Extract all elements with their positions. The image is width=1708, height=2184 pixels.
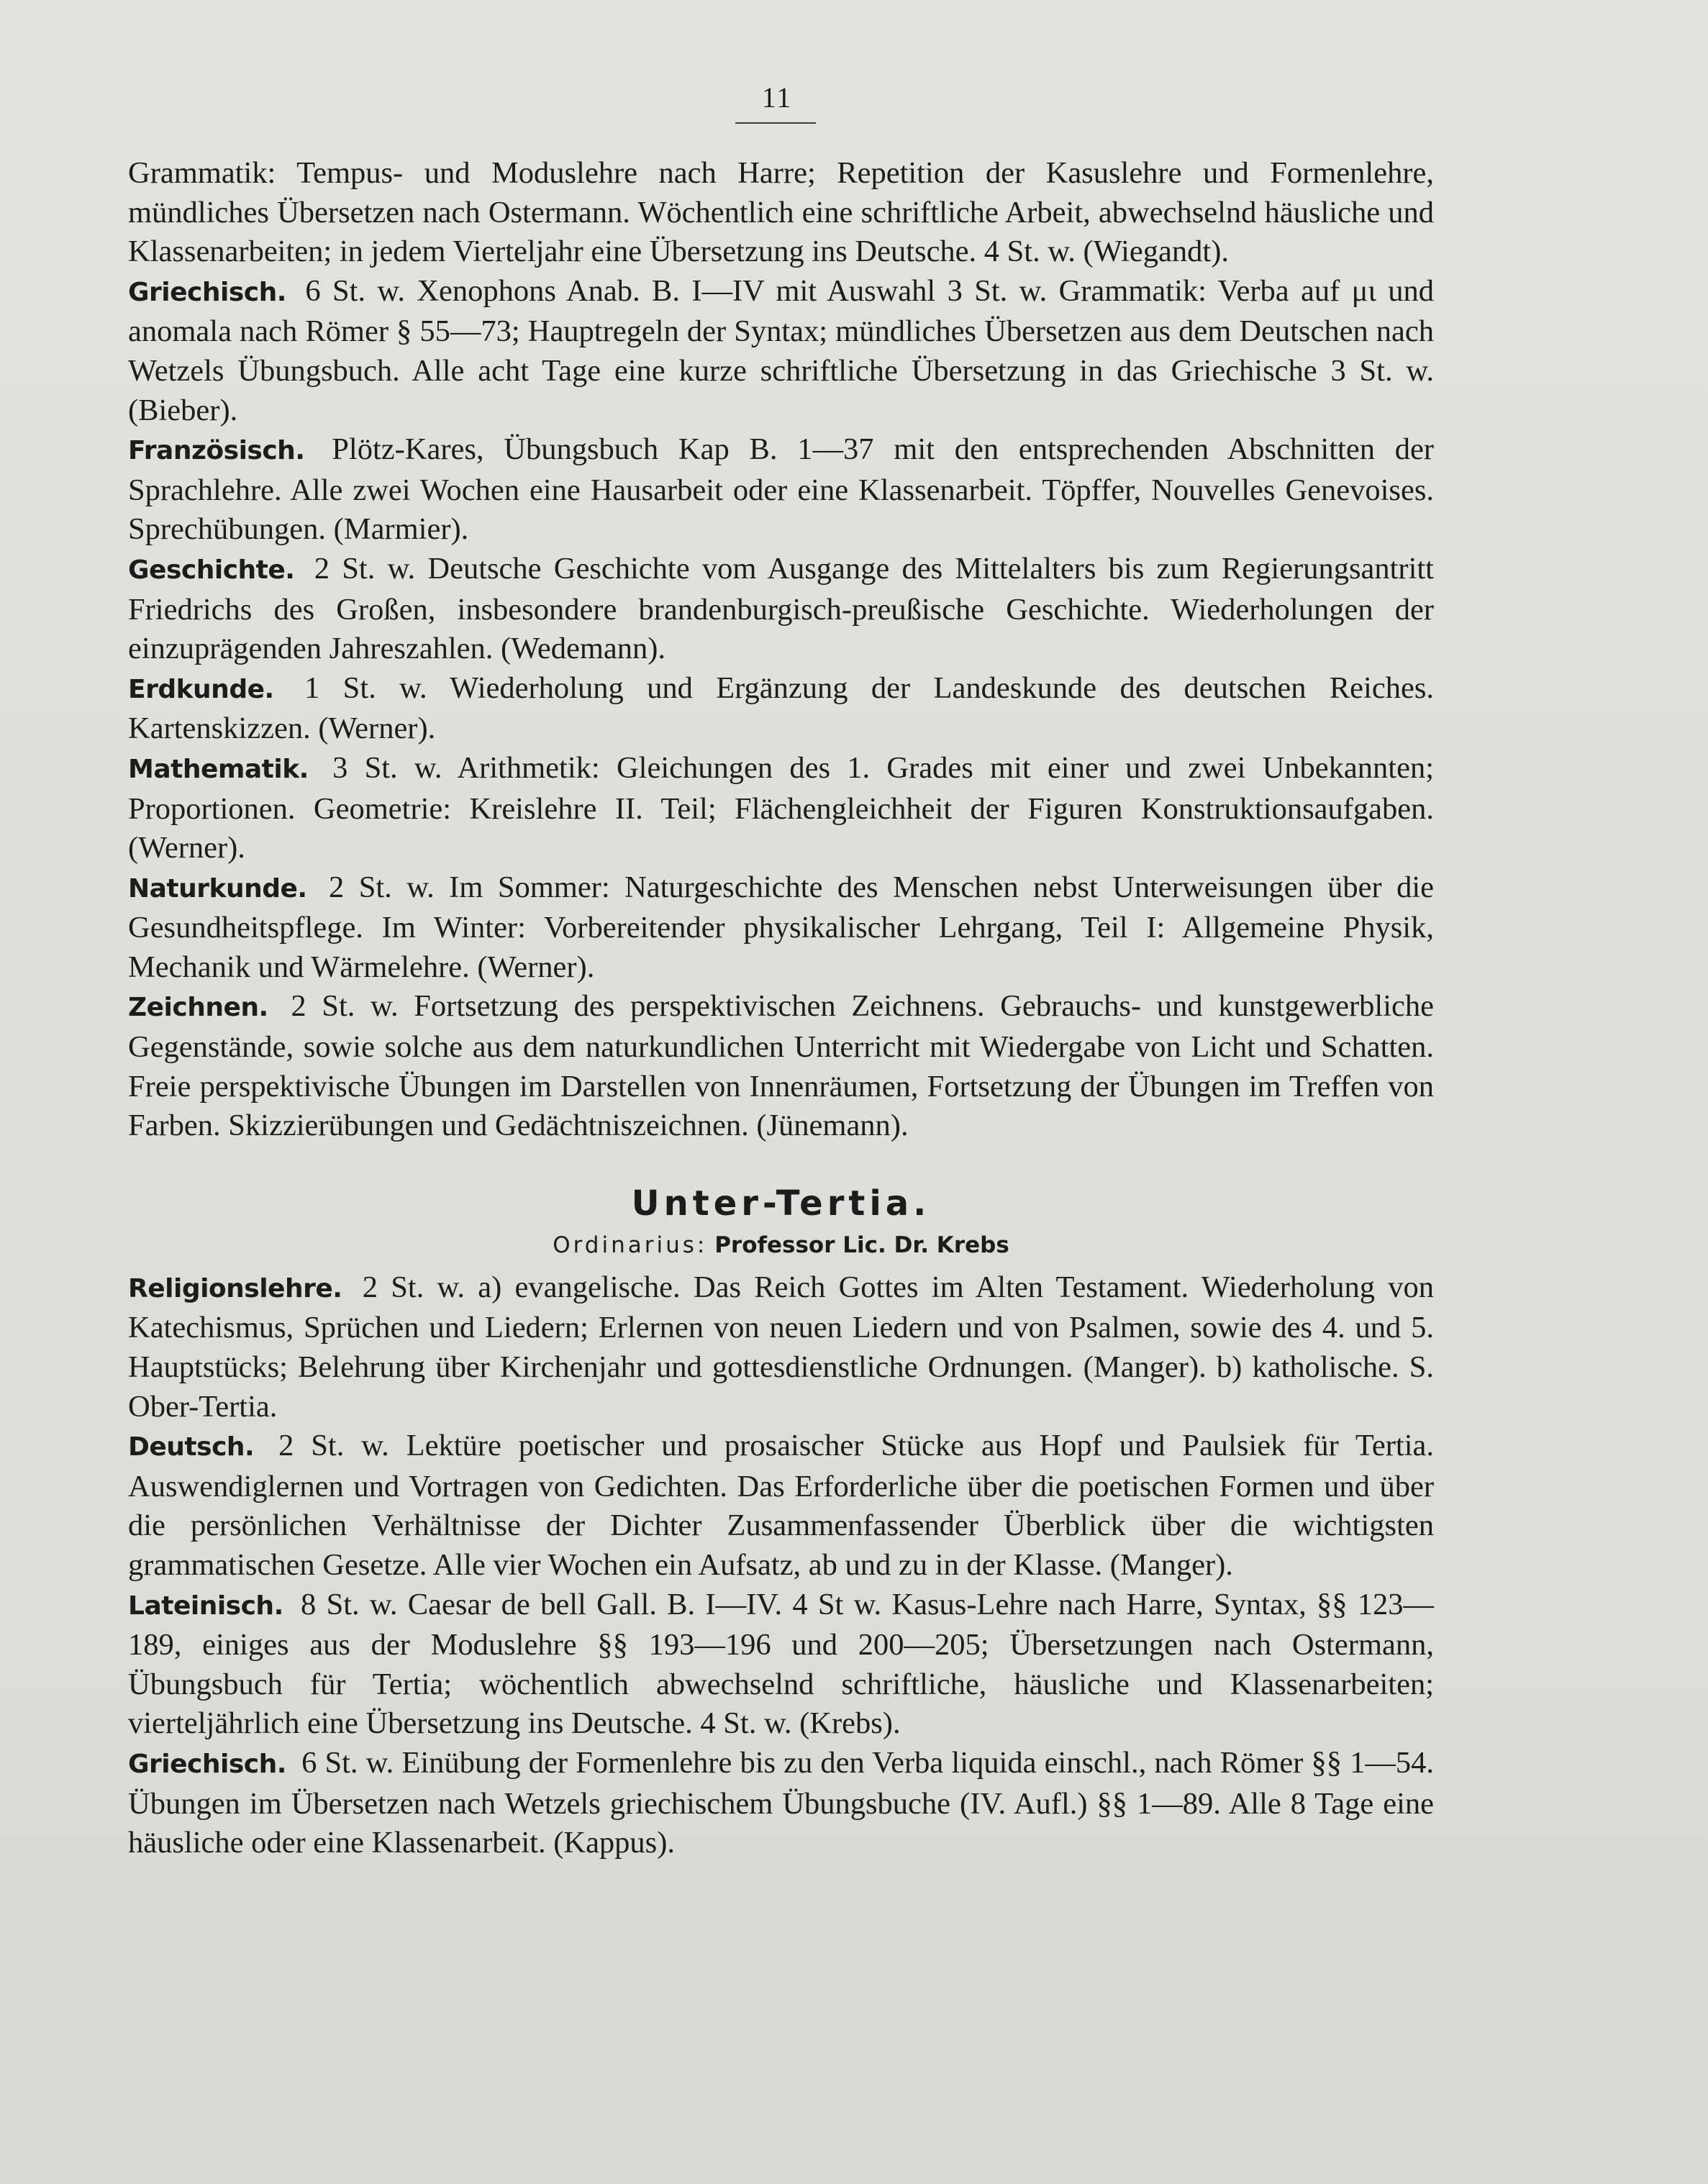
- subject-heading: Französisch.: [128, 436, 305, 466]
- subject-heading: Griechisch.: [128, 1749, 286, 1779]
- ordinarius-label: Ordinarius:: [553, 1232, 708, 1258]
- paragraph-text: Plötz-Kares, Übungsbuch Kap B. 1—37 mit den entsprechenden Abschnitten der Sprachlehre. Alle zwei Wochen eine Hausarbeit oder eine Klassenarbeit. Töpffer, Nouvelles Genevoises. Sprechübungen. (Marmier).: [128, 432, 1434, 547]
- paragraph-lateinisch: [128, 1585, 1434, 1744]
- subject-heading: Deutsch.: [128, 1432, 255, 1462]
- subject-heading: Erdkunde.: [128, 674, 274, 704]
- paragraphs-top: [128, 154, 1434, 1146]
- subject-heading: Lateinisch.: [128, 1591, 283, 1621]
- subject-heading: Naturkunde.: [128, 873, 307, 904]
- section-title: Unter-Tertia.: [631, 1183, 931, 1224]
- paragraph-text: Grammatik: Tempus- und Moduslehre nach Harre; Repetition der Kasuslehre und Formenlehre, mündliches Übersetzen nach Ostermann. Wöchentlich eine schriftliche Arbeit, abwechselnd häusliche und Klassenarbeiten; in jedem Vierteljahr eine Übersetzung ins Deutsche. 4 St. w. (Wiegandt).: [128, 156, 1434, 269]
- paragraph-geschichte: [128, 550, 1434, 669]
- paragraph-mathematik: [128, 749, 1434, 868]
- ordinarius-name: Professor Lic. Dr. Krebs: [714, 1232, 1009, 1258]
- paragraph-griechisch-untertertia: [128, 1744, 1434, 1863]
- subject-heading: Zeichnen.: [128, 993, 268, 1023]
- paragraph-text: 2 St. w. Lektüre poetischer und prosaischer Stücke aus Hopf und Paulsiek für Tertia. Auswendiglernen und Vortragen von Gedichten. Das Erforderliche über die poetischen Formen und über die persönlichen Verhältnisse der Dichter Zusammenfassender Überblick über die wichtigsten grammatischen Gesetze. Alle vier Wochen ein Aufsatz, ab und zu in der Klasse. (Manger).: [128, 1429, 1435, 1582]
- subject-heading: Griechisch.: [128, 277, 286, 307]
- page-number-rule: [735, 122, 816, 124]
- paragraph-text: 1 St. w. Wiederholung und Ergänzung der Landeskunde des deutschen Reiches. Kartenskizzen. (Werner).: [128, 670, 1434, 746]
- paragraph-naturkunde: [128, 868, 1434, 988]
- paragraph-text: 2 St. w. a) evangelische. Das Reich Gottes im Alten Testament. Wiederholung von Katechismus, Sprüchen und Liedern; Erlernen von neuen Liedern und von Psalmen, sowie des 4. und 5. Hauptstücks; Belehrung über Kirchenjahr und gottesdienstliche Ordnungen. (Manger). b) katholische. S. Ober-Tertia.: [128, 1270, 1435, 1424]
- paragraph-latin-continued: [128, 154, 1434, 272]
- paragraph-deutsch: [128, 1427, 1434, 1585]
- page-content: [128, 154, 1434, 1863]
- paragraph-text: 6 St. w. Einübung der Formenlehre bis zu den Verba liquida einschl., nach Römer §§ 1—54. Übungen im Übersetzen nach Wetzels griechischem Übungsbuche (IV. Aufl.) §§ 1—89. Alle 8 Tage eine häusliche oder eine Klassenarbeit. (Kappus).: [128, 1745, 1435, 1860]
- paragraph-text: 3 St. w. Arithmetik: Gleichungen des 1. Grades mit einer und zwei Unbekannten; Proportionen. Geometrie: Kreislehre II. Teil; Flächengleichheit der Figuren Konstruktionsaufgaben. (Werner).: [128, 750, 1434, 865]
- subject-heading: Mathematik.: [128, 754, 309, 784]
- paragraph-zeichnen: [128, 987, 1434, 1145]
- paragraph-religionslehre: [128, 1268, 1434, 1427]
- subject-heading: Religionslehre.: [128, 1273, 342, 1303]
- page-number: 11: [761, 81, 793, 114]
- subject-heading: Geschichte.: [128, 555, 295, 585]
- ordinarius-line: [128, 1231, 1434, 1260]
- paragraphs-bottom: [128, 1268, 1434, 1863]
- paragraph-erdkunde: [128, 669, 1434, 749]
- paragraph-text: 8 St. w. Caesar de bell Gall. B. I—IV. 4 St w. Kasus-Lehre nach Harre, Syntax, §§ 123—189, einiges aus der Moduslehre §§ 193—196 und 200—205; Übersetzungen nach Ostermann, Übungsbuch für Tertia; wöchentlich abwechselnd schriftliche, häusliche und Klassenarbeiten; vierteljährlich eine Übersetzung ins Deutsche. 4 St. w. (Krebs).: [128, 1587, 1435, 1741]
- paragraph-text: 6 St. w. Xenophons Anab. B. I—IV mit Auswahl 3 St. w. Grammatik: Verba auf μι und anomala nach Römer § 55—73; Hauptregeln der Syntax; mündliches Übersetzen aus dem Deutschen nach Wetzels Übungsbuch. Alle acht Tage eine kurze schriftliche Übersetzung in das Griechische 3 St. w. (Bieber).: [128, 273, 1434, 427]
- paragraph-franzoesisch: [128, 430, 1434, 550]
- paragraph-text: 2 St. w. Deutsche Geschichte vom Ausgange des Mittelalters bis zum Regierungsantritt Friedrichs des Großen, insbesondere brandenburgisch-preußische Geschichte. Wiederholungen der einzuprägenden Jahreszahlen. (Wedemann).: [128, 551, 1434, 666]
- paragraph-text: 2 St. w. Fortsetzung des perspektivischen Zeichnens. Gebrauchs- und kunstgewerbliche Gegenstände, sowie solche aus dem naturkundlichen Unterricht mit Wiedergabe von Licht und Schatten. Freie perspektivische Übungen im Darstellen von Innenräumen, Fortsetzung der Übungen im Treffen von Farben. Skizzierübungen und Gedächtniszeichnen. (Jünemann).: [128, 989, 1434, 1143]
- paragraph-griechisch: [128, 272, 1434, 430]
- paragraph-text: 2 St. w. Im Sommer: Naturgeschichte des Menschen nebst Unterweisungen über die Gesundheitspflege. Im Winter: Vorbereitender physikalischer Lehrgang, Teil I: Allgemeine Physik, Mechanik und Wärmelehre. (Werner).: [128, 870, 1435, 984]
